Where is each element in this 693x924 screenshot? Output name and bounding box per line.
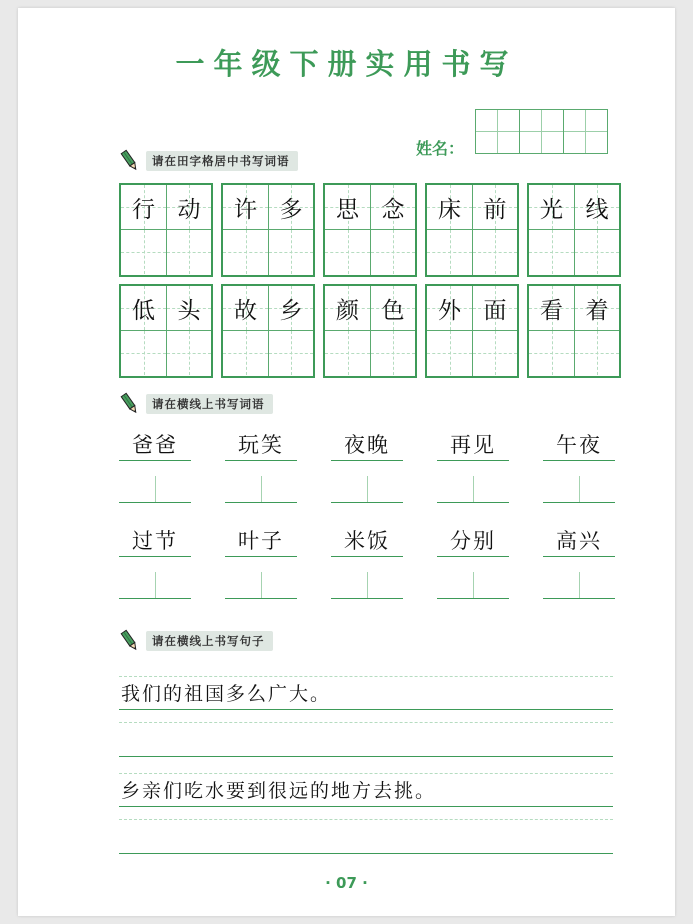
name-box[interactable] — [519, 109, 564, 154]
line-word — [437, 526, 509, 599]
sentence-block-1 — [119, 676, 613, 757]
grid-cell[interactable]: 多 — [268, 185, 313, 275]
section-header-1 — [118, 148, 298, 174]
grid-cell[interactable]: 前 — [472, 185, 517, 275]
pencil-icon — [118, 392, 142, 416]
word-text: 过节 — [119, 526, 191, 557]
name-box[interactable] — [563, 109, 608, 154]
writing-line[interactable] — [119, 723, 613, 757]
section-label: 请在横线上书写词语 — [146, 394, 273, 414]
word-text: 高兴 — [543, 526, 615, 557]
section-label: 请在横线上书写句子 — [146, 631, 273, 651]
line-word — [437, 430, 509, 503]
grid-cell[interactable]: 许 — [223, 185, 268, 275]
name-boxes — [475, 109, 607, 154]
writing-line[interactable] — [119, 474, 191, 503]
name-label: 姓名： — [416, 139, 465, 158]
word-grid — [323, 183, 417, 277]
word-grid — [221, 183, 315, 277]
pencil-icon — [118, 629, 142, 653]
sentence-text: 乡亲们吃水要到很远的地方去挑。 — [119, 774, 613, 807]
writing-line[interactable] — [543, 474, 615, 503]
word-text: 午夜 — [543, 430, 615, 461]
writing-line[interactable] — [119, 820, 613, 854]
line-word — [543, 430, 615, 503]
word-grid — [221, 284, 315, 378]
writing-line[interactable] — [437, 474, 509, 503]
writing-line[interactable] — [225, 570, 297, 599]
grid-cell[interactable]: 低 — [121, 286, 166, 376]
section-header-2 — [118, 391, 273, 417]
sentence-text: 我们的祖国多么广大。 — [119, 677, 613, 710]
line-word — [225, 430, 297, 503]
sentence-block-2 — [119, 773, 613, 854]
grid-cell[interactable]: 思 — [325, 185, 370, 275]
writing-line[interactable] — [437, 570, 509, 599]
line-word — [119, 526, 191, 599]
grid-cell[interactable]: 行 — [121, 185, 166, 275]
grid-cell[interactable]: 外 — [427, 286, 472, 376]
grid-cell[interactable]: 线 — [574, 185, 619, 275]
worksheet-page — [18, 8, 675, 916]
pencil-icon — [118, 149, 142, 173]
page-title: 一年级下册实用书写 — [175, 47, 518, 81]
line-word — [119, 430, 191, 503]
line-words-row-1 — [119, 430, 615, 503]
word-grid — [425, 284, 519, 378]
tianzige-row-1 — [119, 183, 621, 277]
word-text: 夜晚 — [331, 430, 403, 461]
writing-line[interactable] — [225, 474, 297, 503]
word-text: 爸爸 — [119, 430, 191, 461]
word-grid — [527, 183, 621, 277]
word-grid — [119, 183, 213, 277]
grid-cell[interactable]: 念 — [370, 185, 415, 275]
writing-line[interactable] — [331, 474, 403, 503]
grid-cell[interactable]: 面 — [472, 286, 517, 376]
word-grid — [425, 183, 519, 277]
tianzige-row-2 — [119, 284, 621, 378]
grid-cell[interactable]: 动 — [166, 185, 211, 275]
word-grid — [119, 284, 213, 378]
line-word — [331, 430, 403, 503]
writing-line[interactable] — [543, 570, 615, 599]
line-word — [543, 526, 615, 599]
word-grid — [527, 284, 621, 378]
grid-cell[interactable]: 看 — [529, 286, 574, 376]
grid-cell[interactable]: 光 — [529, 185, 574, 275]
word-text: 叶子 — [225, 526, 297, 557]
grid-cell[interactable]: 头 — [166, 286, 211, 376]
grid-cell[interactable]: 颜 — [325, 286, 370, 376]
word-text: 玩笑 — [225, 430, 297, 461]
section-header-3 — [118, 628, 273, 654]
grid-cell[interactable]: 故 — [223, 286, 268, 376]
line-word — [331, 526, 403, 599]
writing-line[interactable] — [331, 570, 403, 599]
page-number: · 07 · — [325, 874, 368, 892]
word-grid — [323, 284, 417, 378]
line-words-row-2 — [119, 526, 615, 599]
grid-cell[interactable]: 乡 — [268, 286, 313, 376]
section-label: 请在田字格居中书写词语 — [146, 151, 298, 171]
word-text: 米饭 — [331, 526, 403, 557]
word-text: 分别 — [437, 526, 509, 557]
name-box[interactable] — [475, 109, 520, 154]
writing-line[interactable] — [119, 570, 191, 599]
grid-cell[interactable]: 床 — [427, 185, 472, 275]
grid-cell[interactable]: 色 — [370, 286, 415, 376]
word-text: 再见 — [437, 430, 509, 461]
line-word — [225, 526, 297, 599]
grid-cell[interactable]: 着 — [574, 286, 619, 376]
